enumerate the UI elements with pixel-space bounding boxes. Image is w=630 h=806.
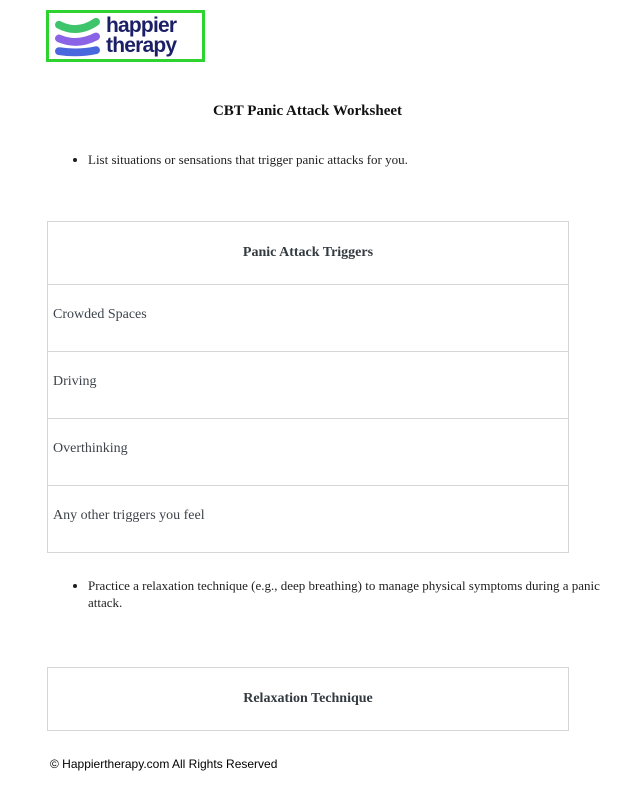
brand-name-line1: happier [106,14,177,38]
trigger-cell: Crowded Spaces [48,285,569,352]
trigger-cell: Overthinking [48,419,569,486]
instruction-bullet: • List situations or sensations that trigger panic attacks for you. [88,151,609,168]
copyright-notice: © Happiertherapy.com All Rights Reserved [50,757,278,771]
relaxation-technique-table [47,667,569,731]
table-header-row [48,668,569,731]
relaxation-table-header: Relaxation Technique [48,668,569,731]
triggers-table-header: Panic Attack Triggers [48,222,569,285]
instruction-list-2 [47,577,609,611]
table-row [48,352,569,419]
table-header-row [48,222,569,285]
page-title: CBT Panic Attack Worksheet [212,103,403,119]
table-row [48,419,569,486]
brand-name [106,16,176,55]
table-row [48,285,569,352]
instruction-list-1 [47,151,609,168]
logo-waves-icon [54,16,101,57]
brand-name-line2: therapy [106,34,177,57]
trigger-cell: Any other triggers you feel [48,486,569,553]
table-row [48,486,569,553]
trigger-cell: Driving [48,352,569,419]
instruction-bullet: • Practice a relaxation technique (e.g., deep breathing) to manage physical symptoms during a panic attack. [88,577,609,611]
panic-attack-triggers-table [47,221,569,553]
brand-logo [46,10,205,62]
